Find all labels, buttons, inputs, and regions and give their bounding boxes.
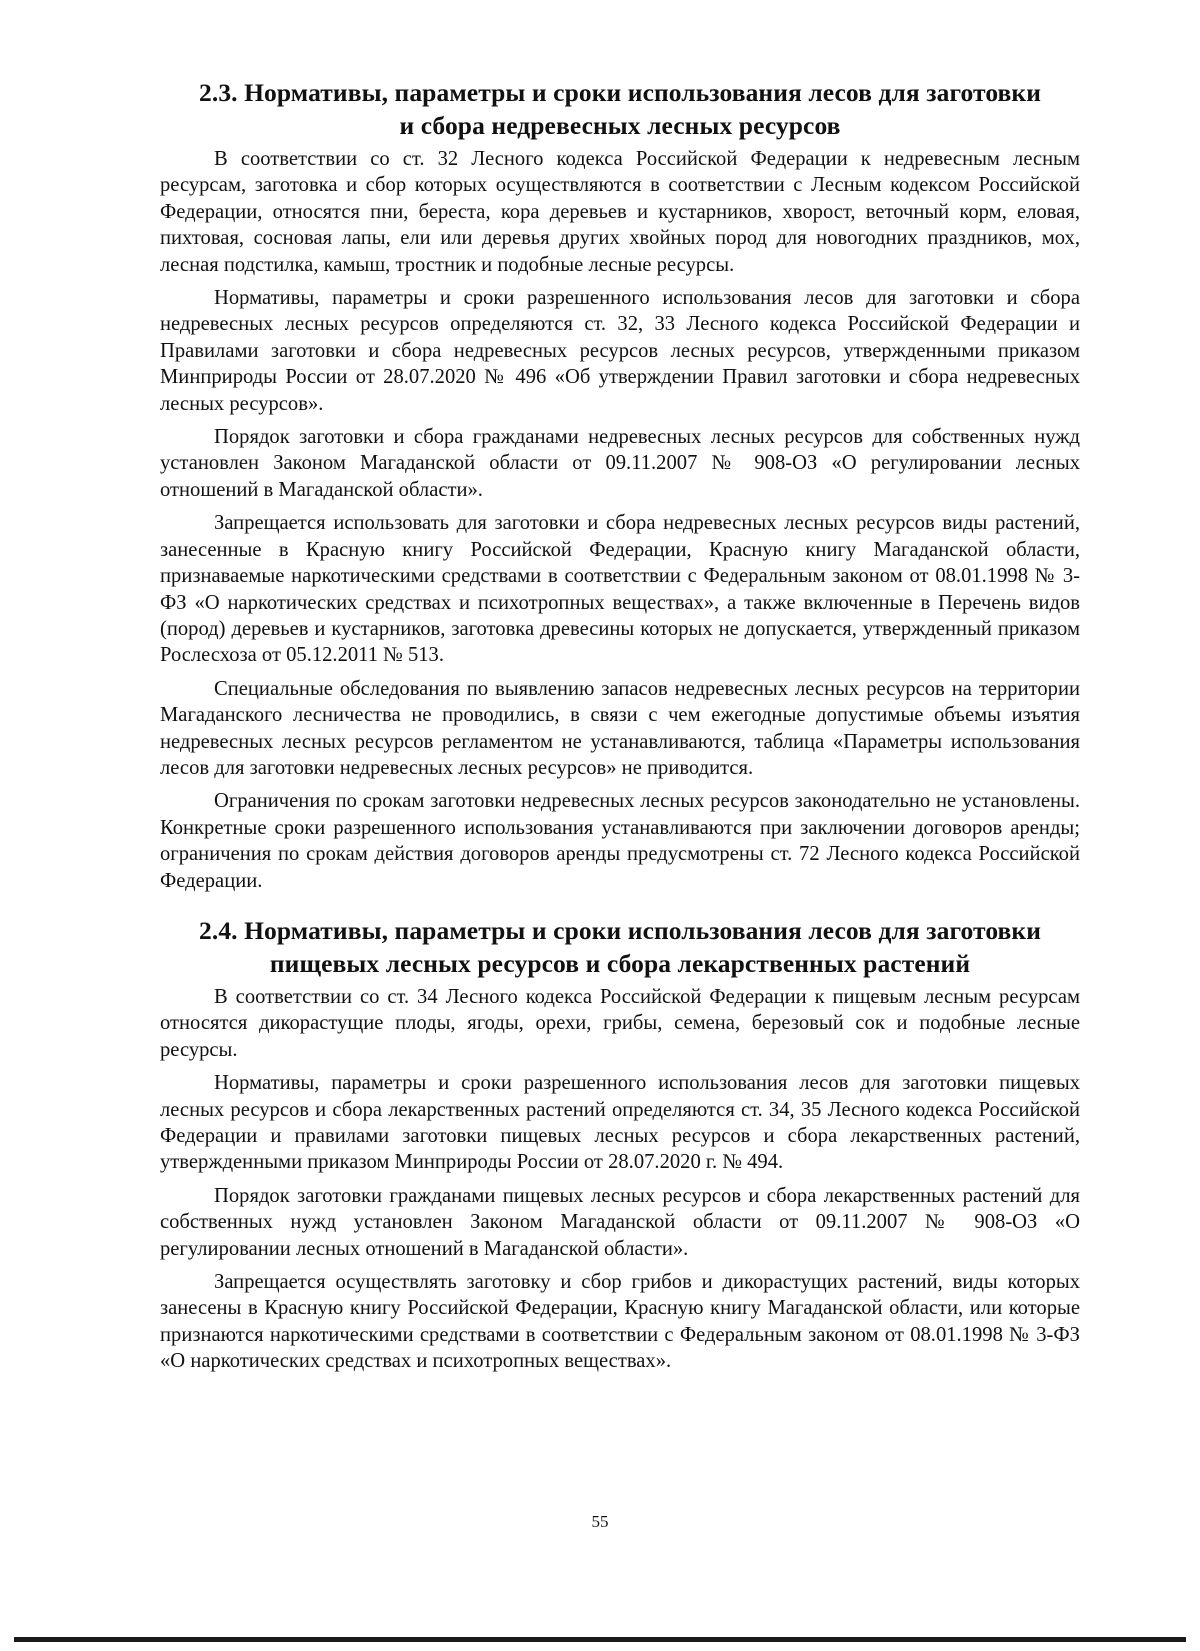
section-title [160, 76, 1080, 142]
scan-edge-divider [14, 1637, 1186, 1642]
paragraph: В соответствии со ст. 34 Лесного кодекса Российской Федерации к пищевым лесным ресурсам относятся дикорастущие плоды, ягоды, орехи, грибы, семена, березовый сок и подобные лесные ресурсы. [160, 985, 1080, 1061]
paragraph: Порядок заготовки гражданами пищевых лесных ресурсов и сбора лекарственных растений для собственных нужд установлен Законом Магаданской области от 09.11.2007 № 908-ОЗ «О регулировании лесных отношений в Магаданской области». [160, 1184, 1080, 1260]
section-title-line: 2.3. Нормативы, параметры и сроки использования лесов для заготовки [199, 78, 1041, 107]
section-title-line: и сбора недревесных лесных ресурсов [399, 111, 841, 140]
paragraph: Ограничения по срокам заготовки недревесных лесных ресурсов законодательно не установлены. Конкретные сроки разрешенного использования устанавливаются при заключении договоров аренды; ограничения по срокам действия договоров аренды предусмотрены ст. 72 Лесного кодекса Российской Федерации. [160, 790, 1080, 892]
section-title-line: пищевых лесных ресурсов и сбора лекарственных растений [269, 948, 971, 978]
section-title-line: 2.4. Нормативы, параметры и сроки использования лесов для заготовки [199, 915, 1041, 945]
paragraph: В соответствии со ст. 32 Лесного кодекса Российской Федерации к недревесным лесным ресурсам, заготовка и сбор которых осуществляются в соответствии с Лесным кодексом Российской Федерации, относятся пни, береста, кора деревьев и кустарников, хворост, веточный корм, еловая, пихтовая, сосновая лапы, ели или деревья других хвойных пород для новогодних праздников, мох, лесная подстилка, камыш, тростник и подобные лесные ресурсы. [160, 148, 1080, 276]
paragraph: Специальные обследования по выявлению запасов недревесных лесных ресурсов на территории Магаданского лесничества не проводились, в связи с чем ежегодные допустимые объемы изъятия недревесных лесных ресурсов регламентом не устанавливаются, таблица «Параметры использования лесов для заготовки недревесных лесных ресурсов» не приводится. [160, 677, 1080, 779]
section-2-3 [160, 76, 1080, 894]
document-page [160, 76, 1080, 1395]
paragraph: Запрещается осуществлять заготовку и сбор грибов и дикорастущих растений, виды которых занесены в Красную книгу Российской Федерации, Красную книгу Магаданской области, или которые признаются наркотическими средствами в соответствии с Федеральным законом от 08.01.1998 № 3-ФЗ «О наркотических средствах и психотропных веществах». [160, 1271, 1080, 1373]
paragraph: Порядок заготовки и сбора гражданами недревесных лесных ресурсов для собственных нужд установлен Законом Магаданской области от 09.11.2007 № 908-ОЗ «О регулировании лесных отношений в Магаданской области». [160, 426, 1080, 501]
section-2-4 [160, 914, 1080, 1375]
paragraph: Нормативы, параметры и сроки разрешенного использования лесов для заготовки пищевых лесных ресурсов и сбора лекарственных растений определяются ст. 34, 35 Лесного кодекса Российской Федерации и правилами заготовки пищевых лесных ресурсов и сбора лекарственных растений, утвержденными приказом Минприроды России от 28.07.2020 г. № 494. [160, 1072, 1080, 1174]
page-number: 55 [591, 1512, 609, 1531]
paragraph: Запрещается использовать для заготовки и сбора недревесных лесных ресурсов виды растений, занесенные в Красную книгу Российской Федерации, Красную книгу Магаданской области, признаваемые наркотическими средствами в соответствии с Федеральным законом от 08.01.1998 № 3-ФЗ «О наркотических средствах и психотропных веществах», а также включенные в Перечень видов (пород) деревьев и кустарников, заготовка древесины которых не допускается, утвержденный приказом Рослесхоза от 05.12.2011 № 513. [160, 512, 1080, 667]
section-title [160, 914, 1080, 980]
paragraph: Нормативы, параметры и сроки разрешенного использования лесов для заготовки и сбора недревесных лесных ресурсов определяются ст. 32, 33 Лесного кодекса Российской Федерации и Правилами заготовки и сбора недревесных ресурсов лесных ресурсов, утвержденными приказом Минприроды России от 28.07.2020 № 496 «Об утверждении Правил заготовки и сбора недревесных лесных ресурсов». [160, 287, 1080, 415]
